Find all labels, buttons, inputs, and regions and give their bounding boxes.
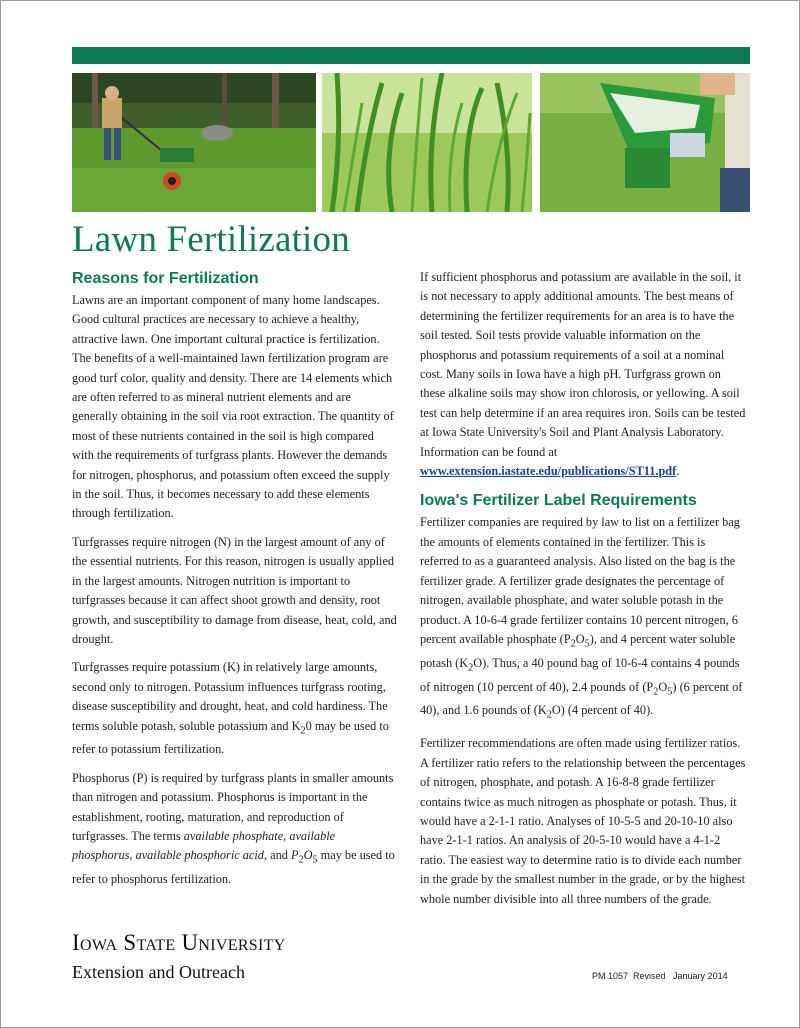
publication-link[interactable]: www.extension.iastate.edu/publications/ST11.pdf [420, 464, 677, 479]
paragraph-phosphorus: Phosphorus (P) is required by turfgrass plants in smaller amounts than nitrogen and potassium. Phosphorus is important in the establishment, rooting, maturation, and reproduction of turfgrasses. The terms available phosphate, available phosphorus, available phosphoric acid, and $P_2O_5$ may be used to refer to phosphorus fertilization. [72, 770, 395, 887]
paragraph-fertilizer-ratios: Fertilizer recommendations are often made using fertilizer ratios. A fertilizer ratio refers to the relationship between the percentages of nitrogen, phosphate, and potash. A 16-8-8 grade fertilizer contains twice as much nitrogen as phosphate or potash. Thus, it would have a 2-1-1 ratio. Analyses of 10-5-5 and 20-10-10 also have 2-1-1 ratios. An analysis of 20-5-10 would have a 4-1-2 ratio. The easiest way to determine ratio is to divide each number in the grade by the smallest number in the grade, or by the highest whole number divisible into all three numbers of the grade. [420, 736, 746, 906]
left-column [72, 268, 398, 890]
section-heading-label-requirements: Iowa's Fertilizer Label Requirements [420, 492, 697, 510]
publication-id: PM 1057 Revised January 2014 [592, 971, 728, 981]
hand-spreader-photo-icon [540, 73, 750, 212]
lawn-spreader-photo-icon [72, 73, 316, 212]
section-heading-reasons: Reasons for Fertilization [72, 270, 259, 287]
paragraph-lawns: Lawns are an important component of many home landscapes. Good cultural practices are necessary to achieve a healthy, attractive lawn. One important cultural practice is fertilization. The benefits of a well-maintained lawn fertilization program are good turf color, quality and density. There are 14 elements which are often referred to as mineral nutrient elements and are generally obtaining in the soil via root extraction. The quantity of most of these nutrients contained in the soil is high compared with the requirements of turfgrass plants. However the demands for nitrogen, phosphorus, and potassium often exceed the supply in the soil. Thus, it becomes necessary to add these elements through fertilization. [72, 293, 394, 521]
page-title: Lawn Fertilization [72, 219, 350, 260]
paragraph-potassium: Turfgrasses require potassium (K) in relatively large amounts, second only to nitrogen. Potassium influences turfgrass rooting, disease susceptibility and drought, heat, and cold hardiness. The terms soluble potash, soluble potassium and $K_20$ may be used to refer to potassium fertilization. [72, 660, 389, 757]
grass-closeup-photo-icon [322, 73, 532, 212]
paragraph-soil-test: If sufficient phosphorus and potassium are available in the soil, it is not necessary to apply additional amounts. The best means of determining the fertilizer requirements for an area is to have the soil tested. Soil tests provide valuable information on the phosphorus and potassium requirements of a soil at a nominal cost. Many soils in Iowa have a high pH. Turfgrass grown on these alkaline soils may show iron chlorosis, or yellowing. A soil test can help determine if an area requires iron. Soils can be tested at Iowa State University's Soil and Plant Analysis Laboratory. Information can be found at www.extension.iastate.edu/publications/ST11.pdf. [420, 270, 746, 479]
paragraph-nitrogen: Turfgrasses require nitrogen (N) in the largest amount of any of the essential nutrients. For this reason, nitrogen is usually applied in the largest amounts. Nitrogen nutrition is important to turfgrasses because it can affect shoot growth and density, root growth, and susceptibility to damage from disease, heat, cold, and drought. [72, 534, 397, 646]
header-color-band [72, 47, 750, 64]
isu-logo-subtitle: Extension and Outreach [72, 962, 245, 982]
isu-logo-name: Iowa State University [72, 930, 286, 955]
paragraph-fertilizer-grade: Fertilizer companies are required by law to list on a fertilizer bag the amounts of elements contained in the fertilizer. This is referred to as a guaranteed analysis. Also listed on the bag is the fertilizer grade. A fertilizer grade designates the percentage of nitrogen, available phosphate, and water soluble potash in the product. A 10-6-4 grade fertilizer contains 10 percent nitrogen, 6 percent available phosphate $(P_2O_5)$, and 4 percent water soluble potash $(K_2O)$. Thus, a 40 pound bag of 10-6-4 contains 4 pounds of nitrogen (10 percent of 40), 2.4 pounds of $(P_2O_5)$ (6 percent of 40), and 1.6 pounds of $(K_2O)$ (4 percent of 40). [420, 515, 743, 721]
right-column [420, 268, 746, 909]
